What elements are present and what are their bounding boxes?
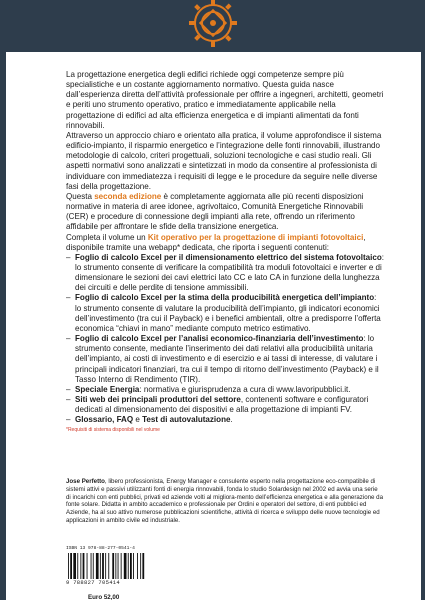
list-item-text: : normativa e giurisprudenza a cura di www.lavoripubblici.it. <box>139 384 351 394</box>
list-item <box>66 415 384 425</box>
edition-paragraph <box>66 192 384 233</box>
approach-paragraph: Attraverso un approccio chiaro e orientato alla pratica, il volume approfondisce il sistema edificio-impianto, il risparmio energetico e l’integrazione delle fonti rinnovabili, illustrando metodologie di calcolo, criteri progettuali, soluzioni tecnologiche e casi studio reali. Gli aspetti normativi sono analizzati e sintetizzati in modo da consentire al professionista di individuare con immediatezza i requisiti di legge e le procedure da seguire nelle diverse fasi della progettazione. <box>66 130 382 191</box>
list-item <box>66 293 384 334</box>
price-label: Euro 52,00 <box>88 594 120 601</box>
back-cover-text <box>66 70 384 434</box>
author-bio <box>66 478 384 525</box>
right-color-strip <box>421 52 425 600</box>
top-color-band <box>0 0 425 52</box>
list-item-text: : lo strumento consente, mediante l’inserimento dei dati relativi alla producibilità unitaria dell’impianto, ai costi di investimento e di esercizio e ai tassi di interesse, di valutare i principali indicatori finanziari, tra cui il tempo di ritorno dell’investimento (Payback) e il Tasso Interno di Rendimento (TIR). <box>75 334 379 384</box>
list-item <box>66 385 384 395</box>
edition-text-start: Questa <box>66 191 95 201</box>
list-item <box>66 395 384 415</box>
list-item-text: , contenenti software e configuratori dedicati al dimensionamento dei dispositivi e alla progettazione di impianti FV. <box>75 395 369 415</box>
list-item-title: Foglio di calcolo Excel per l’analisi economico-finanziaria dell’investimento <box>75 334 364 344</box>
list-item-title: Siti web dei principali produttori del settore <box>75 395 241 404</box>
edition-text-end: è completamente aggiornata alle più recenti disposizioni normative in materia di aree idonee, agrivoltaico, Comunità Energetiche Rinnovabili (CER) e procedure di connessione degli impianti alla rete, offrendo un riferimento affidabile per affrontare le sfide della transizione energetica. <box>66 191 364 232</box>
list-item-title: Foglio di calcolo Excel per il dimensionamento elettrico del sistema fotovoltaico <box>75 252 382 262</box>
gear-emblem-icon <box>184 0 242 52</box>
barcode-image <box>66 553 158 579</box>
isbn-number: ISBN 13 978-88-277-0541-4 <box>66 546 135 551</box>
list-item <box>66 334 384 385</box>
edition-highlight: seconda edizione <box>94 191 162 201</box>
kit-text-end: , disponibile tramite una webapp* dedicata, che riporta i seguenti contenuti: <box>66 232 366 252</box>
webapp-footnote: *Requisiti di sistema disponibili nel volume <box>66 427 160 434</box>
author-name: Jose Perfetto <box>66 478 105 485</box>
barcode-digits: 9 788827 705414 <box>66 579 121 586</box>
list-item-title-2: Test di autovalutazione <box>142 415 231 425</box>
kit-paragraph <box>66 233 384 253</box>
list-item-text-2: . <box>230 415 233 425</box>
isbn-barcode-block <box>66 546 164 598</box>
intro-paragraph: La progettazione energetica degli edifici richiede oggi competenze sempre più specialistiche e un costante aggiornamento normativo. Questa guida nasce dall’esperienza diretta dell’attività professionale per offrire a ingegneri, architetti, geometri e periti uno strumento operativo, pratico e immediatamente applicabile nella progettazione di edifici ad alta efficienza energetica e di impianti alimentati da fonti rinnovabili. <box>66 70 384 130</box>
list-item-title: Foglio di calcolo Excel per la stima della producibilità energetica dell’impianto <box>75 293 375 303</box>
kit-contents-list <box>66 253 384 426</box>
list-item-title: Speciale Energia <box>75 384 140 394</box>
list-item-text: : lo strumento consente di valutare la producibilità dell’impianto, gli indicatori economici dell’investimento (tra cui il Payback) e i benefici ambientali, oltre a predisporre l’offerta economica “chiavi in mano” mediante computo metrico estimativo. <box>75 293 381 333</box>
list-item-text: : lo strumento consente di verificare la compatibilità tra moduli fotovoltaici e inverter e di dimensionare le sezioni dei cavi elettrici lato CC e lato CA in funzione della lunghezza dei circuiti e delle perdite di tensione ammissibili. <box>75 252 384 293</box>
list-item <box>66 253 384 294</box>
left-color-strip <box>0 52 6 600</box>
kit-text-start: Completa il volume un <box>66 232 148 242</box>
list-item-title: Glossario, FAQ <box>75 415 134 425</box>
author-bio-text: , libero professionista, Energy Manager e consulente esperto nella progettazione eco-compatibile di sistemi attivi e passivi utilizzanti fonti di energia rinnovabili, fonda lo studio Solardesign nel 2002 ed avvia una serie di incarichi con enti pubblici, privati ed aziende volti al migliora-mento dell’efficienza energetica e alla generazione da fonte solare. Didatta in ambito accademico e professionale per Ordini e operatori del settore, di enti pubblici ed Aziende, ha al suo attivo numerose pubblicazioni scientifiche, attività di ricerca e sviluppo delle nuove tecnologie ed applicazioni in ambito civile ed industriale. <box>66 478 383 524</box>
list-item-text: e <box>133 415 143 425</box>
kit-highlight: Kit operativo per la progettazione di impianti fotovoltaici <box>147 232 364 242</box>
